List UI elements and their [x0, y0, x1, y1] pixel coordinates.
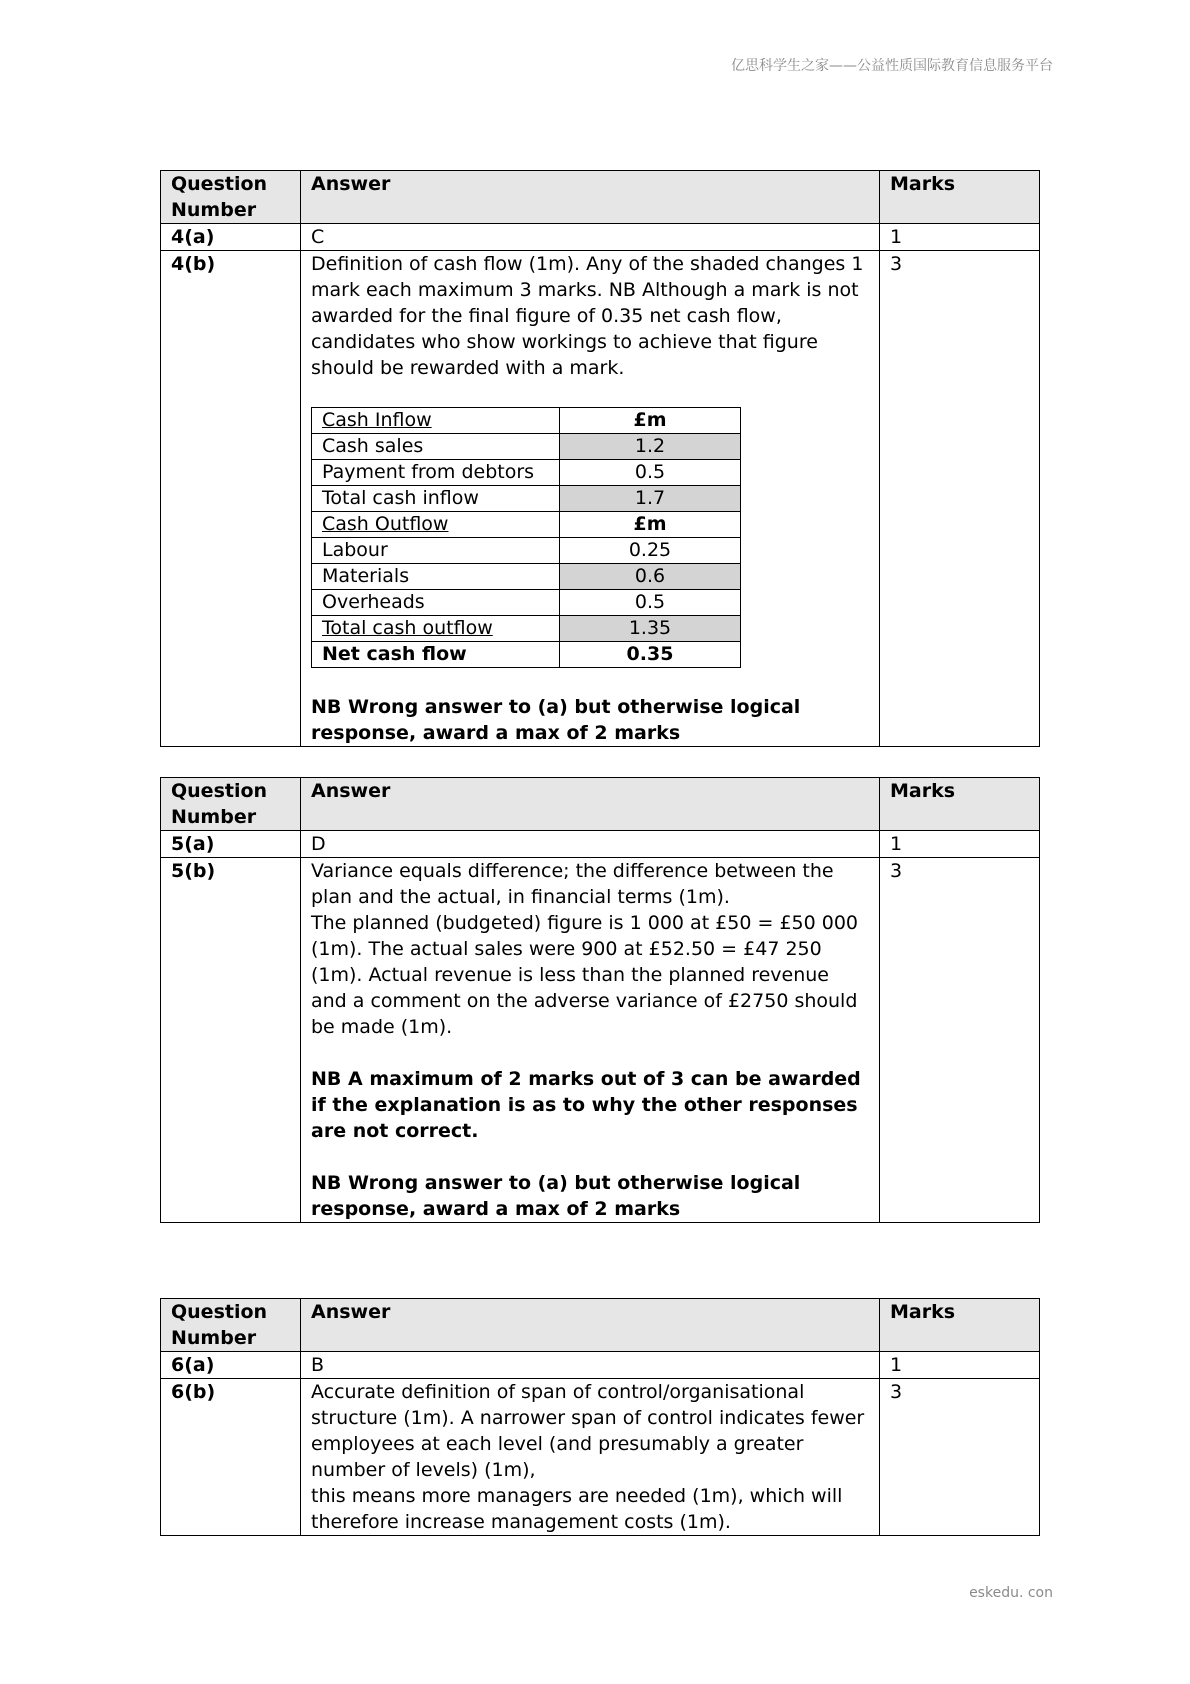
marks-cell: 3: [880, 251, 1040, 747]
question-number: 6(a): [161, 1352, 301, 1379]
cash-flow-label: Overheads: [312, 590, 560, 616]
question-number: 4(b): [161, 251, 301, 747]
marks-cell: 1: [880, 1352, 1040, 1379]
page-header: 亿思科学生之家——公益性质国际教育信息服务平台: [731, 58, 1053, 74]
cash-flow-label: Payment from debtors: [312, 460, 560, 486]
col-marks: Marks: [880, 171, 1040, 224]
cash-flow-label: Net cash flow: [312, 642, 560, 668]
cash-flow-value: 0.35: [560, 642, 741, 668]
answer-text: Accurate definition of span of control/organisational structure (1m). A narrower span of control indicates fewer employees at each level (and presumably a greater number of levels) (1m),: [311, 1381, 865, 1481]
cash-flow-value: 0.25: [560, 538, 741, 564]
col-answer: Answer: [301, 1299, 880, 1352]
col-answer: Answer: [301, 171, 880, 224]
answer-cell: [301, 858, 880, 1223]
answer-cell: B: [301, 1352, 880, 1379]
answer-text: Definition of cash flow (1m). Any of the shaded changes 1 mark each maximum 3 marks. NB Although a mark is not awarded for the final figure of 0.35 net cash flow, candidates who show workings to achieve that figure should be rewarded with a mark.: [311, 253, 864, 379]
answer-cell: [301, 1379, 880, 1536]
col-answer: Answer: [301, 778, 880, 831]
cash-flow-row: [312, 460, 741, 486]
col-marks: Marks: [880, 1299, 1040, 1352]
question-number: 4(a): [161, 224, 301, 251]
marks-cell: 3: [880, 858, 1040, 1223]
marks-cell: 1: [880, 224, 1040, 251]
cash-flow-value: 0.5: [560, 590, 741, 616]
question-number: 6(b): [161, 1379, 301, 1536]
cash-flow-table: [311, 407, 741, 668]
col-question-number: Question Number: [161, 171, 301, 224]
cash-flow-row: [312, 538, 741, 564]
question-number: 5(a): [161, 831, 301, 858]
page-footer: eskedu. con: [969, 1585, 1053, 1601]
cash-flow-row: [312, 590, 741, 616]
cash-flow-value: £m: [560, 408, 741, 434]
marks-cell: 1: [880, 831, 1040, 858]
question-number: 5(b): [161, 858, 301, 1223]
cash-flow-label: Labour: [312, 538, 560, 564]
cash-flow-label: Cash Inflow: [312, 408, 560, 434]
cash-flow-value: £m: [560, 512, 741, 538]
answer-cell: C: [301, 224, 880, 251]
note-text: NB Wrong answer to (a) but otherwise logical response, award a max of 2 marks: [311, 696, 801, 744]
cash-flow-row: [312, 434, 741, 460]
answer-text: Variance equals difference; the difference between the plan and the actual, in financial terms (1m).: [311, 860, 834, 908]
note-text: NB Wrong answer to (a) but otherwise logical response, award a max of 2 marks: [311, 1172, 801, 1220]
cash-flow-row: [312, 642, 741, 668]
answer-cell: D: [301, 831, 880, 858]
mark-scheme-table-q4: [160, 170, 1040, 747]
note-text: NB A maximum of 2 marks out of 3 can be awarded if the explanation is as to why the other responses are not correct.: [311, 1068, 861, 1142]
cash-flow-row: [312, 512, 741, 538]
mark-scheme-table-q5: [160, 777, 1040, 1223]
col-question-number: Question Number: [161, 1299, 301, 1352]
col-question-number: Question Number: [161, 778, 301, 831]
cash-flow-row: [312, 616, 741, 642]
cash-flow-label: Cash sales: [312, 434, 560, 460]
cash-flow-value: 1.7: [560, 486, 741, 512]
marks-cell: 3: [880, 1379, 1040, 1536]
col-marks: Marks: [880, 778, 1040, 831]
cash-flow-row: [312, 564, 741, 590]
mark-scheme-table-q6: [160, 1298, 1040, 1536]
cash-flow-label: Total cash outflow: [312, 616, 560, 642]
cash-flow-value: 0.5: [560, 460, 741, 486]
answer-text: this means more managers are needed (1m), which will therefore increase management costs (1m).: [311, 1485, 843, 1533]
cash-flow-label: Total cash inflow: [312, 486, 560, 512]
answer-text: The planned (budgeted) figure is 1 000 at £50 = £50 000 (1m). The actual sales were 900 at £52.50 = £47 250 (1m). Actual revenue is less than the planned revenue and a comment on the adverse variance of £2750 should be made (1m).: [311, 912, 859, 1038]
cash-flow-value: 1.2: [560, 434, 741, 460]
cash-flow-row: [312, 408, 741, 434]
cash-flow-value: 1.35: [560, 616, 741, 642]
cash-flow-row: [312, 486, 741, 512]
cash-flow-value: 0.6: [560, 564, 741, 590]
cash-flow-label: Materials: [312, 564, 560, 590]
cash-flow-label: Cash Outflow: [312, 512, 560, 538]
answer-cell: [301, 251, 880, 747]
